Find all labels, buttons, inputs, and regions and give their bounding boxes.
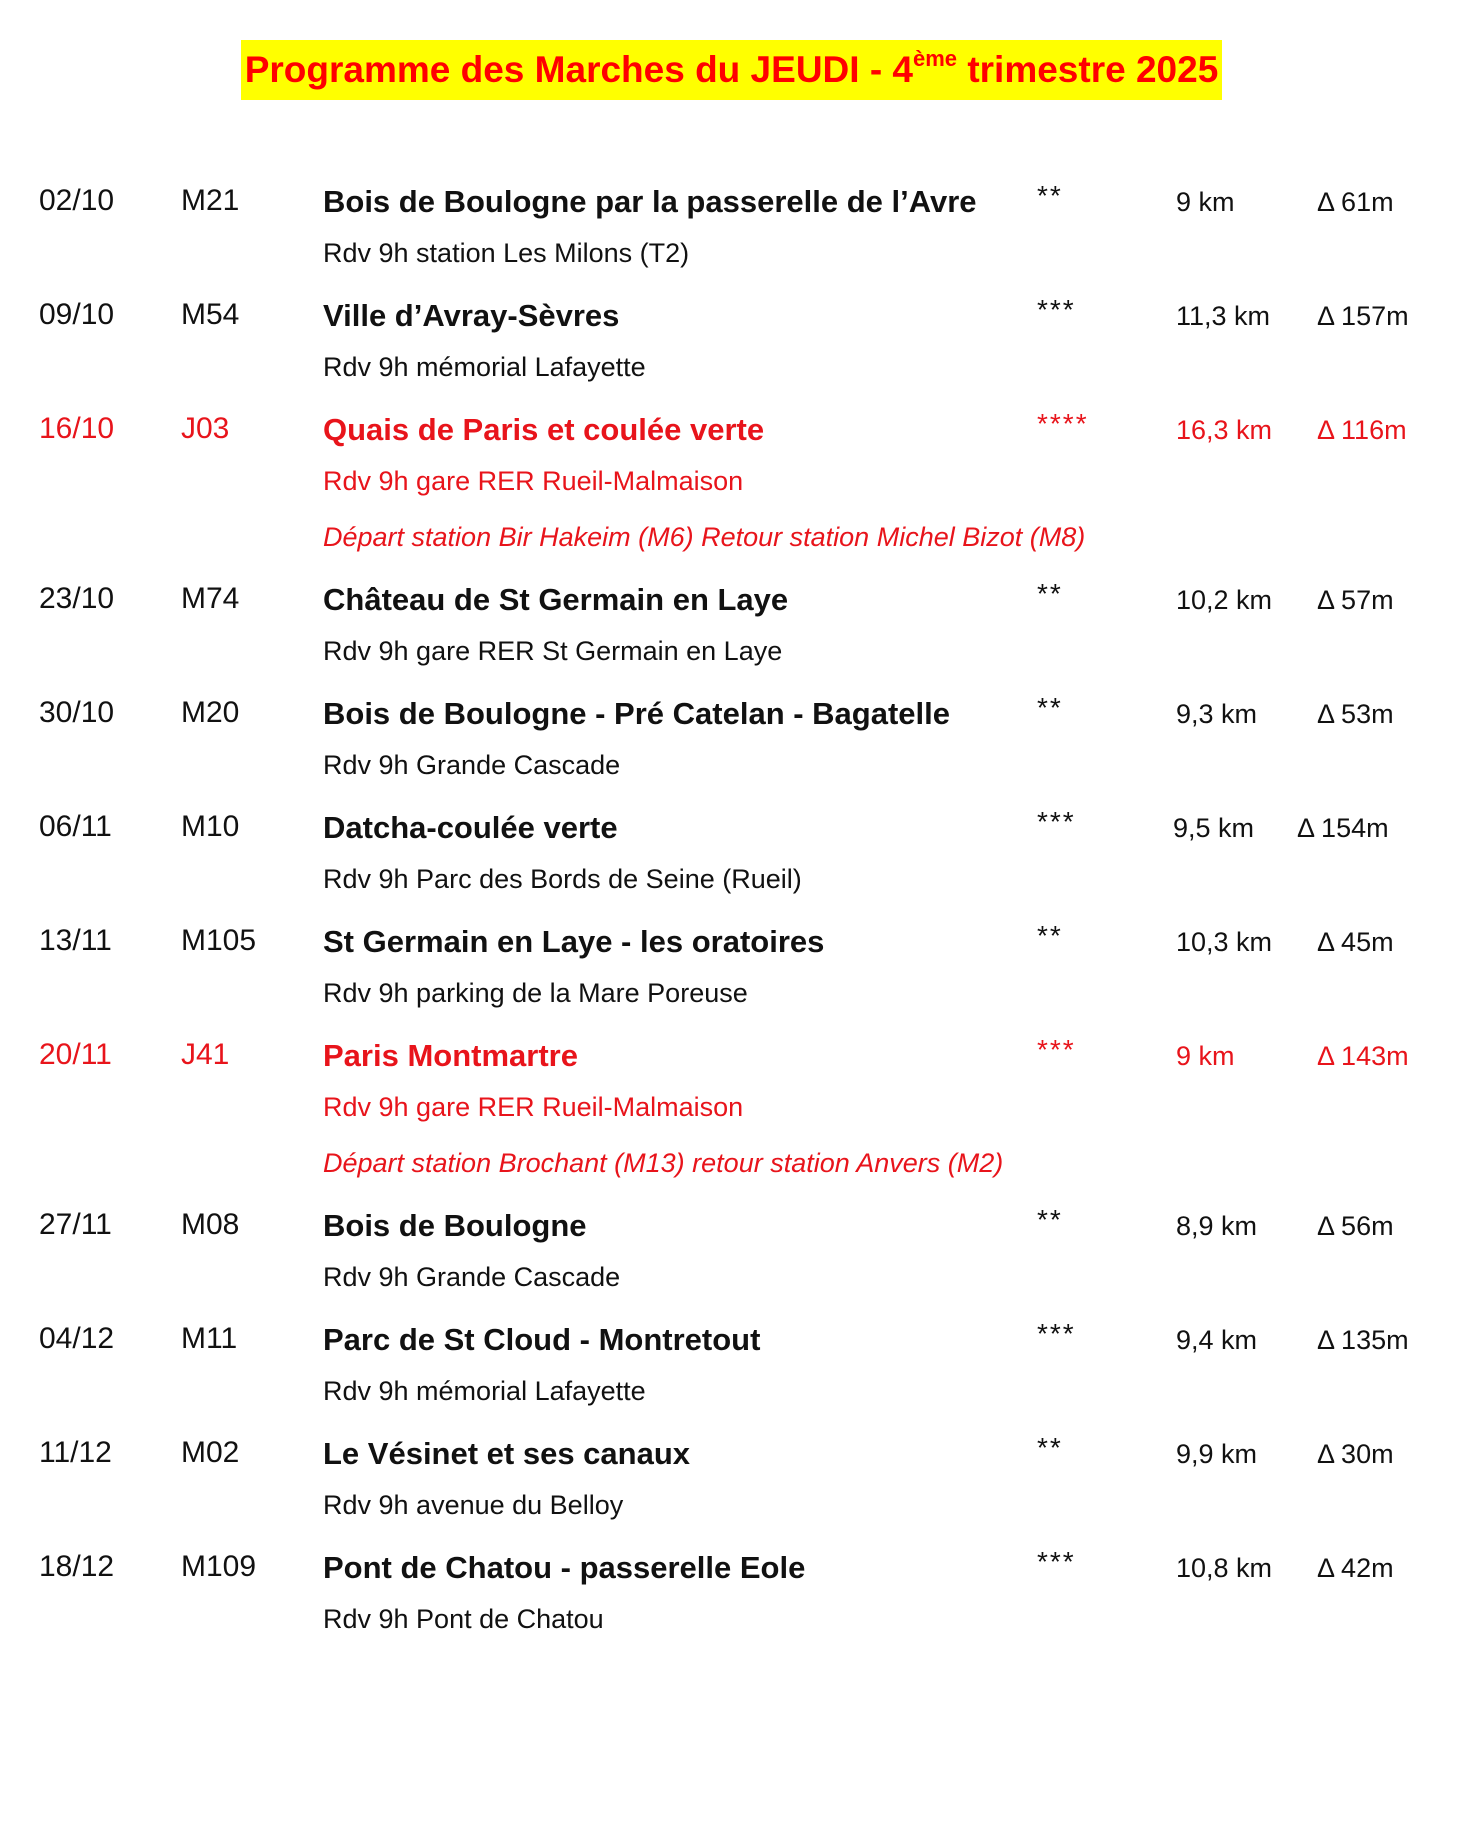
walk-meeting-line <box>0 1084 1463 1140</box>
walk-name: Bois de Boulogne par la passerelle de l’Avre <box>323 184 977 219</box>
walk-elevation: Δ 157m <box>1317 301 1409 331</box>
walk-elevation: Δ 42m <box>1317 1553 1394 1583</box>
walk-difficulty-stars: ** <box>1037 578 1063 609</box>
walk-meeting-line <box>0 344 1463 400</box>
walk-main-line <box>0 1196 1463 1254</box>
walk-difficulty-stars: ** <box>1037 920 1063 951</box>
walk-meeting-line <box>0 230 1463 286</box>
walk-main-line <box>0 684 1463 742</box>
walk-distance: 9,5 km <box>1173 813 1255 843</box>
walk-date: 09/10 <box>39 298 115 331</box>
walk-date: 18/12 <box>39 1550 115 1583</box>
walk-distance: 10,3 km <box>1176 927 1273 957</box>
walk-code: M74 <box>181 582 240 615</box>
walk-code: M20 <box>181 696 240 729</box>
walk-difficulty-stars: ** <box>1037 1204 1063 1235</box>
walk-code: M105 <box>181 924 257 957</box>
walk-meeting-line <box>0 458 1463 514</box>
walk-meeting-line <box>0 1368 1463 1424</box>
walk-distance: 11,3 km <box>1176 301 1271 331</box>
walk-name: Château de St Germain en Laye <box>323 582 789 617</box>
walk-list <box>0 172 1463 1652</box>
walk-name: Le Vésinet et ses canaux <box>323 1436 691 1471</box>
walk-main-line <box>0 1310 1463 1368</box>
walk-route-note: Départ station Bir Hakeim (M6) Retour station Michel Bizot (M8) <box>323 522 1086 552</box>
walk-date: 16/10 <box>39 412 115 445</box>
walk-meeting-point: Rdv 9h gare RER St Germain en Laye <box>323 636 783 666</box>
walk-main-line <box>0 912 1463 970</box>
walk-meeting-line <box>0 628 1463 684</box>
walk-distance: 10,8 km <box>1176 1553 1273 1583</box>
title-suffix: trimestre 2025 <box>957 49 1219 90</box>
walk-entry <box>0 1026 1463 1196</box>
walk-meeting-line <box>0 856 1463 912</box>
walk-difficulty-stars: *** <box>1037 1318 1076 1349</box>
walk-difficulty-stars: ** <box>1037 692 1063 723</box>
walk-date: 06/11 <box>39 810 112 843</box>
walk-elevation: Δ 143m <box>1317 1041 1409 1071</box>
walk-entry <box>0 400 1463 570</box>
walk-main-line <box>0 172 1463 230</box>
walk-code: M08 <box>181 1208 240 1241</box>
walk-meeting-point: Rdv 9h Pont de Chatou <box>323 1604 604 1634</box>
walk-difficulty-stars: ** <box>1037 1432 1063 1463</box>
walk-entry <box>0 570 1463 684</box>
walk-main-line <box>0 286 1463 344</box>
walk-meeting-point: Rdv 9h Parc des Bords de Seine (Rueil) <box>323 864 802 894</box>
walk-elevation: Δ 61m <box>1317 187 1394 217</box>
walk-elevation: Δ 56m <box>1317 1211 1394 1241</box>
walk-meeting-point: Rdv 9h parking de la Mare Poreuse <box>323 978 748 1008</box>
walk-distance: 8,9 km <box>1176 1211 1258 1241</box>
walk-distance: 10,2 km <box>1176 585 1273 615</box>
walk-name: Parc de St Cloud - Montretout <box>323 1322 761 1357</box>
walk-elevation: Δ 30m <box>1317 1439 1394 1469</box>
walk-route-note-line <box>0 1140 1463 1196</box>
walk-difficulty-stars: *** <box>1037 1546 1076 1577</box>
walk-entry <box>0 798 1463 912</box>
walk-meeting-point: Rdv 9h mémorial Lafayette <box>323 1376 646 1406</box>
title-area <box>0 40 1463 100</box>
walk-meeting-line <box>0 1482 1463 1538</box>
walk-date: 11/12 <box>39 1436 112 1469</box>
walk-elevation: Δ 135m <box>1317 1325 1409 1355</box>
walk-meeting-line <box>0 1254 1463 1310</box>
walk-meeting-line <box>0 1596 1463 1652</box>
walk-meeting-point: Rdv 9h gare RER Rueil-Malmaison <box>323 1092 744 1122</box>
walk-name: Datcha-coulée verte <box>323 810 618 845</box>
walk-distance: 9 km <box>1176 1041 1235 1071</box>
walk-route-note-line <box>0 514 1463 570</box>
walk-date: 04/12 <box>39 1322 115 1355</box>
walk-main-line <box>0 1538 1463 1596</box>
walk-name: Bois de Boulogne <box>323 1208 587 1243</box>
walk-name: Ville d’Avray-Sèvres <box>323 298 620 333</box>
walk-name: Bois de Boulogne - Pré Catelan - Bagatelle <box>323 696 951 731</box>
walk-meeting-point: Rdv 9h avenue du Belloy <box>323 1490 624 1520</box>
walk-code: M02 <box>181 1436 240 1469</box>
walk-meeting-line <box>0 970 1463 1026</box>
walk-difficulty-stars: *** <box>1037 294 1076 325</box>
walk-code: M11 <box>181 1322 238 1355</box>
walk-difficulty-stars: *** <box>1037 1034 1076 1065</box>
walk-date: 27/11 <box>39 1208 112 1241</box>
walk-main-line <box>0 1026 1463 1084</box>
walk-meeting-point: Rdv 9h Grande Cascade <box>323 750 621 780</box>
walk-distance: 9 km <box>1176 187 1235 217</box>
walk-meeting-point: Rdv 9h Grande Cascade <box>323 1262 621 1292</box>
walk-elevation: Δ 154m <box>1297 813 1389 843</box>
walk-meeting-line <box>0 742 1463 798</box>
walk-elevation: Δ 57m <box>1317 585 1394 615</box>
walk-meeting-point: Rdv 9h mémorial Lafayette <box>323 352 646 382</box>
title-superscript: ème <box>913 46 958 71</box>
walk-entry <box>0 172 1463 286</box>
walk-entry <box>0 286 1463 400</box>
walk-code: M21 <box>181 184 240 217</box>
walk-distance: 9,4 km <box>1176 1325 1258 1355</box>
walk-elevation: Δ 45m <box>1317 927 1394 957</box>
walk-entry <box>0 1538 1463 1652</box>
walk-name: Pont de Chatou - passerelle Eole <box>323 1550 806 1585</box>
walk-entry <box>0 1310 1463 1424</box>
walk-entry <box>0 1424 1463 1538</box>
title-prefix: Programme des Marches du JEUDI - 4 <box>244 49 913 90</box>
walk-date: 20/11 <box>39 1038 112 1071</box>
walk-main-line <box>0 798 1463 856</box>
walk-distance: 9,3 km <box>1176 699 1258 729</box>
page-title <box>241 40 1223 100</box>
walk-difficulty-stars: ** <box>1037 180 1063 211</box>
walk-entry <box>0 684 1463 798</box>
walk-difficulty-stars: **** <box>1037 408 1089 439</box>
walk-name: St Germain en Laye - les oratoires <box>323 924 825 959</box>
walk-route-note: Départ station Brochant (M13) retour station Anvers (M2) <box>323 1148 1004 1178</box>
walk-date: 13/11 <box>39 924 112 957</box>
walk-main-line <box>0 1424 1463 1482</box>
walk-entry <box>0 1196 1463 1310</box>
walk-entry <box>0 912 1463 1026</box>
walk-main-line <box>0 400 1463 458</box>
walk-difficulty-stars: *** <box>1037 806 1076 837</box>
walk-code: M109 <box>181 1550 257 1583</box>
walk-elevation: Δ 116m <box>1317 415 1407 445</box>
walk-date: 30/10 <box>39 696 115 729</box>
walk-distance: 16,3 km <box>1176 415 1273 445</box>
walk-name: Paris Montmartre <box>323 1038 578 1073</box>
walk-code: M10 <box>181 810 240 843</box>
walk-distance: 9,9 km <box>1176 1439 1258 1469</box>
walk-meeting-point: Rdv 9h station Les Milons (T2) <box>323 238 690 268</box>
walk-code: J41 <box>181 1038 230 1071</box>
walk-elevation: Δ 53m <box>1317 699 1394 729</box>
walk-date: 02/10 <box>39 184 115 217</box>
walk-code: J03 <box>181 412 230 445</box>
walk-main-line <box>0 570 1463 628</box>
walk-name: Quais de Paris et coulée verte <box>323 412 765 447</box>
walk-code: M54 <box>181 298 240 331</box>
walk-date: 23/10 <box>39 582 115 615</box>
walk-meeting-point: Rdv 9h gare RER Rueil-Malmaison <box>323 466 744 496</box>
